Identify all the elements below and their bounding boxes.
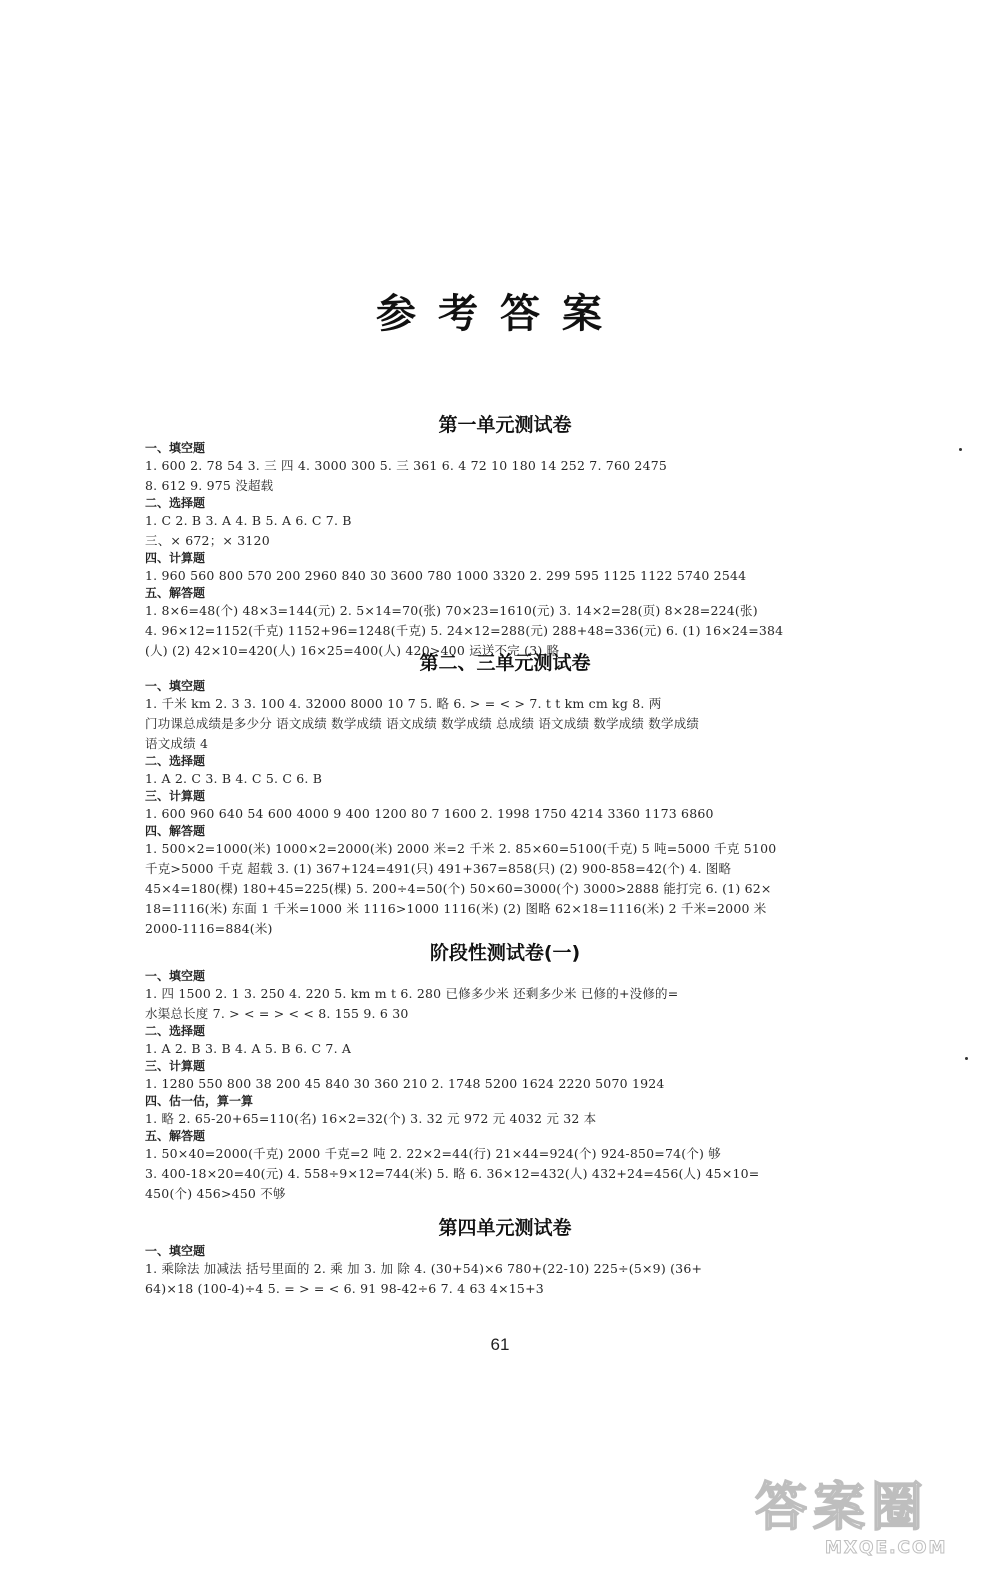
watermark-text: 答案圈 (755, 1478, 930, 1538)
answer-line: 三、× 672；× 3120 (145, 533, 270, 548)
part-heading: 一、填空题 (145, 679, 206, 693)
part-heading: 五、解答题 (145, 1129, 206, 1143)
watermark-site: MXQE.COM (825, 1538, 948, 1558)
page-title: 参考答案 (376, 291, 624, 337)
scan-speck (959, 448, 962, 451)
answer-line: 3. 400-18×20=40(元) 4. 558÷9×12=744(米) 5. 略 6. 36×12=432(人) 432+24=456(人) 45×10= (145, 1166, 760, 1181)
part-heading: 三、计算题 (145, 1059, 206, 1073)
part-heading: 一、填空题 (145, 1244, 206, 1258)
answer-line: 45×4=180(棵) 180+45=225(棵) 5. 200÷4=50(个) 50×60=3000(个) 3000>2888 能打完 6. (1) 62× (145, 881, 772, 896)
answer-line: 18=1116(米) 东面 1 千米=1000 米 1116>1000 1116(米) (2) 图略 62×18=1116(米) 2 千米=2000 米 (145, 901, 767, 916)
answer-line: 千克>5000 千克 超载 3. (1) 367+124=491(只) 491+367=858(只) (2) 900-858=42(个) 4. 图略 (145, 861, 732, 876)
answer-line: 8. 612 9. 975 没超载 (145, 478, 274, 493)
answer-line: 门功课总成绩是多少分 语文成绩 数学成绩 语文成绩 数学成绩 总成绩 语文成绩 数学成绩 数学成绩 (145, 716, 700, 731)
scan-speck (965, 1057, 968, 1060)
section-unit-2-3 (145, 648, 865, 939)
section-unit-4 (145, 1213, 865, 1299)
section-unit-1 (145, 410, 865, 661)
part-heading: 二、选择题 (145, 1024, 206, 1038)
part-heading: 一、填空题 (145, 441, 206, 455)
page-number: 61 (490, 1335, 510, 1354)
section-title: 阶段性测试卷(一) (429, 942, 581, 964)
answer-line: 1. 500×2=1000(米) 1000×2=2000(米) 2000 米=2 千米 2. 85×60=5100(千克) 5 吨=5000 千克 5100 (145, 841, 777, 856)
part-heading: 五、解答题 (145, 586, 206, 600)
part-heading: 三、计算题 (145, 789, 206, 803)
answer-line: 1. 600 960 640 54 600 4000 9 400 1200 80 7 1600 2. 1998 1750 4214 3360 1173 6860 (145, 806, 714, 821)
part-heading: 四、估一估，算一算 (145, 1094, 254, 1108)
answer-line: 1. 50×40=2000(千克) 2000 千克=2 吨 2. 22×2=44(行) 21×44=924(个) 924-850=74(个) 够 (145, 1146, 721, 1161)
section-title: 第一单元测试卷 (438, 414, 572, 436)
part-heading: 二、选择题 (145, 496, 206, 510)
answer-line: 水渠总长度 7. > < = > < < 8. 155 9. 6 30 (145, 1006, 409, 1021)
answer-line: 64)×18 (100-4)÷4 5. = > = < 6. 91 98-42÷6 7. 4 63 4×15+3 (145, 1281, 544, 1296)
answer-line: 1. 1280 550 800 38 200 45 840 30 360 210 2. 1748 5200 1624 2220 5070 1924 (145, 1076, 665, 1091)
part-heading: 四、计算题 (145, 551, 206, 565)
section-title: 第四单元测试卷 (438, 1217, 572, 1239)
answer-line: 1. 四 1500 2. 1 3. 250 4. 220 5. km m t 6. 280 已修多少米 还剩多少米 已修的+没修的= (145, 986, 679, 1001)
answer-line: 450(个) 456>450 不够 (145, 1186, 286, 1201)
answer-line: 1. 略 2. 65-20+65=110(名) 16×2=32(个) 3. 32 元 972 元 4032 元 32 本 (145, 1111, 597, 1126)
answer-line: 1. 600 2. 78 54 3. 三 四 4. 3000 300 5. 三 361 6. 4 72 10 180 14 252 7. 760 2475 (145, 458, 668, 473)
answer-line: 1. 960 560 800 570 200 2960 840 30 3600 780 1000 3320 2. 299 595 1125 1122 5740 2544 (145, 568, 747, 583)
answer-line: 1. 8×6=48(个) 48×3=144(元) 2. 5×14=70(张) 70×23=1610(元) 3. 14×2=28(页) 8×28=224(张) (145, 603, 758, 618)
answer-line: 1. A 2. B 3. B 4. A 5. B 6. C 7. A (145, 1041, 352, 1056)
answer-line: 1. 乘除法 加减法 括号里面的 2. 乘 加 3. 加 除 4. (30+54)×6 780+(22-10) 225÷(5×9) (36+ (145, 1261, 703, 1276)
part-heading: 四、解答题 (145, 824, 206, 838)
answer-line: 2000-1116=884(米) (145, 921, 273, 936)
answer-line: 语文成绩 4 (145, 736, 209, 751)
answer-line: 1. A 2. C 3. B 4. C 5. C 6. B (145, 771, 323, 786)
part-heading: 二、选择题 (145, 754, 206, 768)
answer-line: 1. C 2. B 3. A 4. B 5. A 6. C 7. B (145, 513, 352, 528)
part-heading: 一、填空题 (145, 969, 206, 983)
section-title: 第二、三单元测试卷 (419, 652, 591, 674)
answer-line: 4. 96×12=1152(千克) 1152+96=1248(千克) 5. 24×12=288(元) 288+48=336(元) 6. (1) 16×24=384 (145, 623, 784, 638)
answer-line: 1. 千米 km 2. 3 3. 100 4. 32000 8000 10 7 5. 略 6. > = < > 7. t t km cm kg 8. 两 (145, 696, 662, 711)
watermark-logo (755, 1478, 985, 1568)
answer-line: (人) (2) 42×10=420(人) 16×25=400(人) 420>400 运送不完 (3) 略 (145, 643, 560, 658)
section-stage-test-1 (145, 938, 865, 1204)
